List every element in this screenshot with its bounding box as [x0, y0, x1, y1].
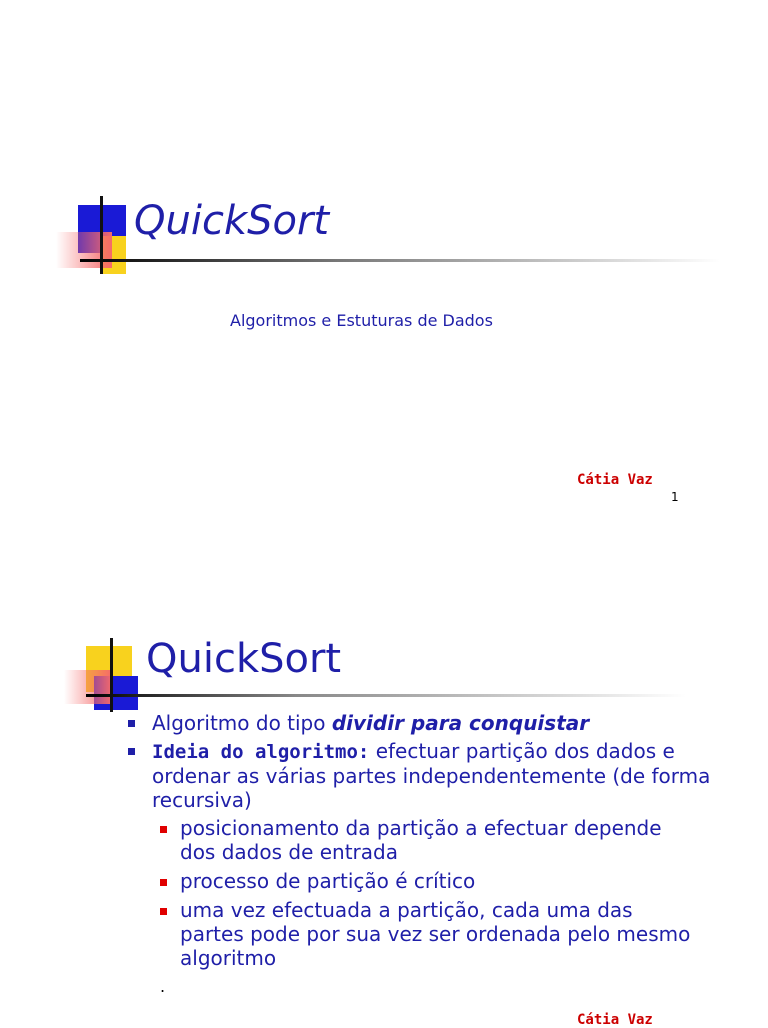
- slide-title: QuickSort: [134, 198, 330, 244]
- author-name: Cátia Vaz: [577, 1012, 653, 1028]
- horizontal-rule: [80, 259, 720, 262]
- bullet-emphasis: dividir para conquistar: [331, 711, 590, 735]
- author-name: Cátia Vaz: [577, 472, 653, 488]
- horizontal-rule: [86, 694, 686, 697]
- bullet-marker: [128, 720, 135, 727]
- bullet-item: [152, 739, 712, 812]
- vertical-rule: [100, 196, 103, 274]
- red-gradient-block: [56, 232, 112, 268]
- bullet-label: Ideia do algoritmo:: [152, 741, 370, 763]
- bullet-item: [152, 711, 712, 735]
- sub-bullet-marker: [160, 826, 167, 833]
- sub-bullet-marker: [160, 908, 167, 915]
- trailing-dot: .: [160, 977, 166, 996]
- slide-subtitle: Algoritmos e Estuturas de Dados: [230, 311, 493, 330]
- slide-title: QuickSort: [146, 636, 342, 682]
- sub-bullet-item: processo de partição é crítico: [180, 869, 476, 893]
- page-number: 1: [671, 490, 679, 504]
- bullet-text: Algoritmo do tipo: [152, 711, 332, 735]
- bullet-marker: [128, 748, 135, 755]
- vertical-rule: [110, 638, 113, 712]
- sub-bullet-item: posicionamento da partição a efectuar depende dos dados de entrada: [180, 816, 662, 864]
- sub-bullet-marker: [160, 879, 167, 886]
- sub-bullet-item: uma vez efectuada a partição, cada uma das partes pode por sua vez ser ordenada pelo mesmo algoritmo: [180, 898, 691, 970]
- bullet-text: efectuar partição dos dados e ordenar as várias partes independentemente (de forma recursiva): [152, 739, 711, 812]
- red-gradient-block: [64, 670, 112, 704]
